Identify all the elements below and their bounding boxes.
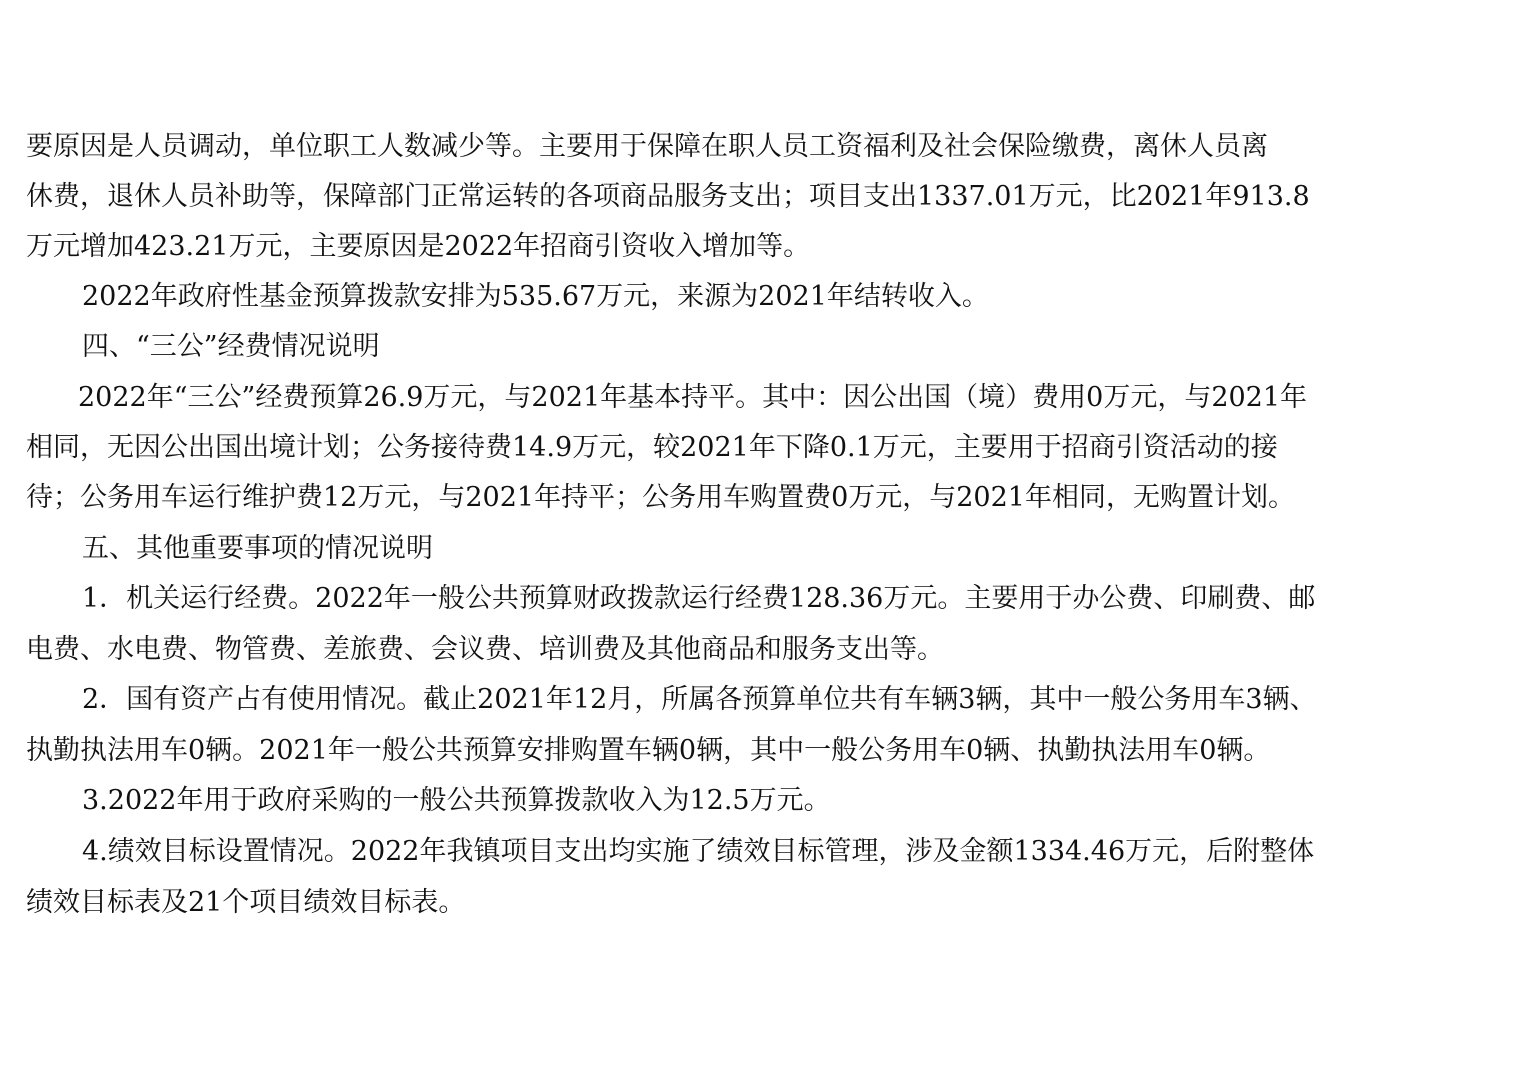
paragraph-line: 休费，退休人员补助等，保障部门正常运转的各项商品服务支出；项目支出1337.01万元，比2021年913.8	[26, 181, 1310, 212]
paragraph-line: 2022年政府性基金预算拨款安排为535.67万元，来源为2021年结转收入。	[82, 281, 989, 312]
paragraph-line: 绩效目标表及21个项目绩效目标表。	[26, 887, 466, 918]
paragraph-line: 2．国有资产占有使用情况。截止2021年12月，所属各预算单位共有车辆3辆，其中一般公务用车3辆、	[82, 684, 1317, 715]
paragraph-line: 要原因是人员调动，单位职工人数减少等。主要用于保障在职人员工资福利及社会保险缴费，离休人员离	[26, 131, 1268, 162]
paragraph-line: 执勤执法用车0辆。2021年一般公共预算安排购置车辆0辆，其中一般公务用车0辆、执勤执法用车0辆。	[26, 735, 1271, 766]
section-heading: 五、其他重要事项的情况说明	[82, 533, 433, 564]
section-heading: 四、“三公”经费情况说明	[82, 331, 380, 362]
paragraph-line: 待；公务用车运行维护费12万元，与2021年持平；公务用车购置费0万元，与2021年相同，无购置计划。	[26, 482, 1295, 513]
paragraph-line: 相同，无因公出国出境计划；公务接待费14.9万元，较2021年下降0.1万元，主要用于招商引资活动的接	[26, 432, 1278, 463]
paragraph-line: 3.2022年用于政府采购的一般公共预算拨款收入为12.5万元。	[82, 785, 831, 816]
paragraph-line: 1．机关运行经费。2022年一般公共预算财政拨款运行经费128.36万元。主要用于办公费、印刷费、邮	[82, 583, 1316, 614]
paragraph-line: 电费、水电费、物管费、差旅费、会议费、培训费及其他商品和服务支出等。	[26, 634, 944, 665]
paragraph-line: 4.绩效目标设置情况。2022年我镇项目支出均实施了绩效目标管理，涉及金额1334.46万元，后附整体	[82, 836, 1315, 867]
paragraph-line: 万元增加423.21万元，主要原因是2022年招商引资收入增加等。	[26, 231, 811, 262]
paragraph-line: 2022年“三公”经费预算26.9万元，与2021年基本持平。其中：因公出国（境）费用0万元，与2021年	[78, 382, 1308, 413]
